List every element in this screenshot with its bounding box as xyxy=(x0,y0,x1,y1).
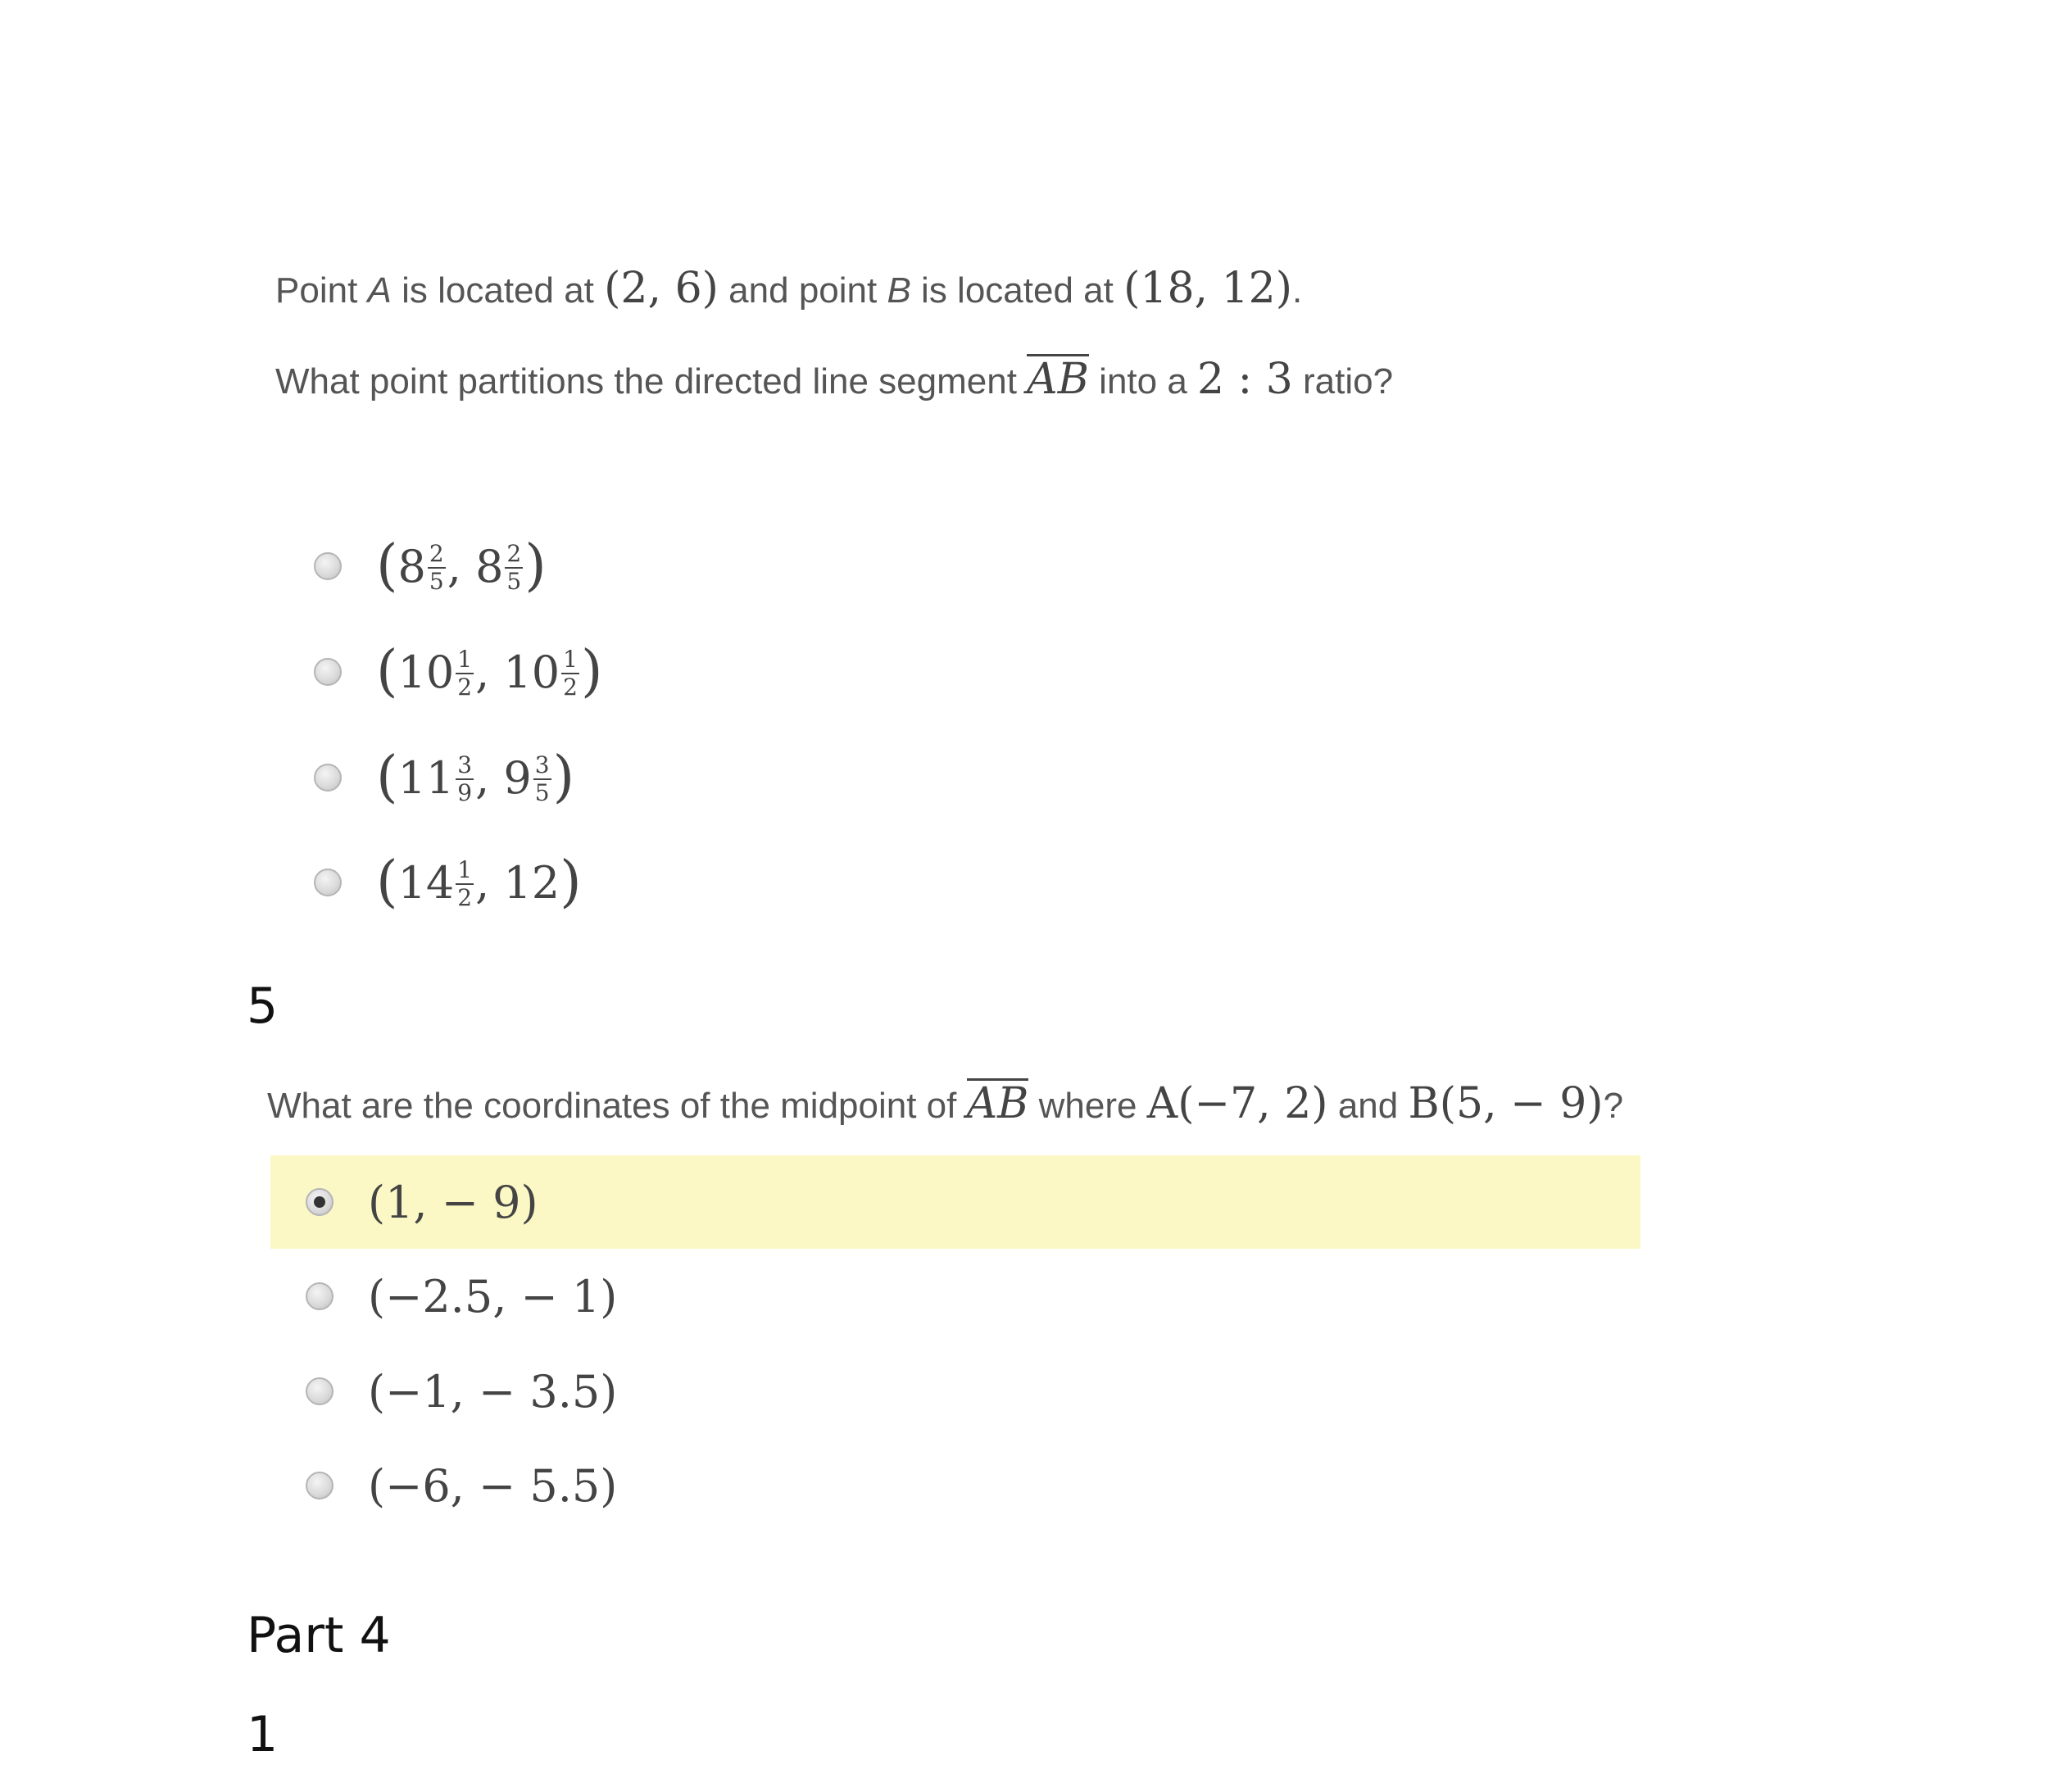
option-label: ( 11 $\frac{3}{9}$ , 9 $\frac{3}{5}$ ) xyxy=(376,745,575,810)
question-2-prompt: What are the coordinates of the midpoint of AB where A(−7, 2) and B(5, − 9)? xyxy=(267,1079,1624,1128)
option-label: (−6, − 5.5) xyxy=(368,1459,618,1512)
radio-button[interactable] xyxy=(306,1472,334,1499)
q2-option-2[interactable] xyxy=(306,1251,617,1341)
option-label: (−2.5, − 1) xyxy=(368,1270,618,1322)
part-heading: Part 4 xyxy=(247,1607,391,1664)
segment-ab-overline: AB xyxy=(1027,355,1089,404)
point-a-coordinates: (2, 6) xyxy=(604,264,719,313)
radio-button[interactable] xyxy=(306,1377,334,1405)
radio-button[interactable] xyxy=(314,658,342,686)
point-b-coordinates: (18, 12) xyxy=(1123,264,1293,313)
q2-option-4[interactable] xyxy=(306,1440,617,1531)
segment-ab-overline: AB xyxy=(966,1079,1029,1128)
ratio-value: 2 : 3 xyxy=(1197,355,1293,404)
option-label: (−1, − 3.5) xyxy=(368,1365,618,1418)
q2-option-3[interactable] xyxy=(306,1346,617,1436)
option-label: (1, − 9) xyxy=(368,1176,538,1228)
q1-option-3[interactable] xyxy=(314,733,574,823)
option-label: ( 8 $\frac{2}{5}$ , 8 $\frac{2}{5}$ ) xyxy=(376,533,547,598)
radio-button[interactable] xyxy=(314,764,342,792)
point-a-coordinates: A(−7, 2) xyxy=(1146,1079,1328,1128)
radio-button-selected[interactable] xyxy=(306,1188,334,1216)
q1-option-2[interactable] xyxy=(314,627,603,717)
option-label: ( 14 $\frac{1}{2}$ , 12 ) xyxy=(376,850,582,914)
option-label: ( 10 $\frac{1}{2}$ , 10 $\frac{1}{2}$ ) xyxy=(376,639,603,704)
point-b-coordinates: B(5, − 9) xyxy=(1408,1079,1604,1128)
q1-option-1[interactable] xyxy=(314,521,547,611)
question-number: 1 xyxy=(247,1706,279,1763)
radio-button[interactable] xyxy=(314,552,342,580)
question-number: 5 xyxy=(247,978,279,1035)
question-1-line-2: What point partitions the directed line segment AB into a 2 : 3 ratio? xyxy=(275,355,1394,404)
question-1-line-1: Point A is located at (2, 6) and point B is located at (18, 12). xyxy=(275,264,1303,313)
q2-option-1[interactable] xyxy=(306,1157,538,1247)
radio-button[interactable] xyxy=(306,1282,334,1310)
q1-option-4[interactable] xyxy=(314,837,582,928)
radio-button[interactable] xyxy=(314,869,342,896)
